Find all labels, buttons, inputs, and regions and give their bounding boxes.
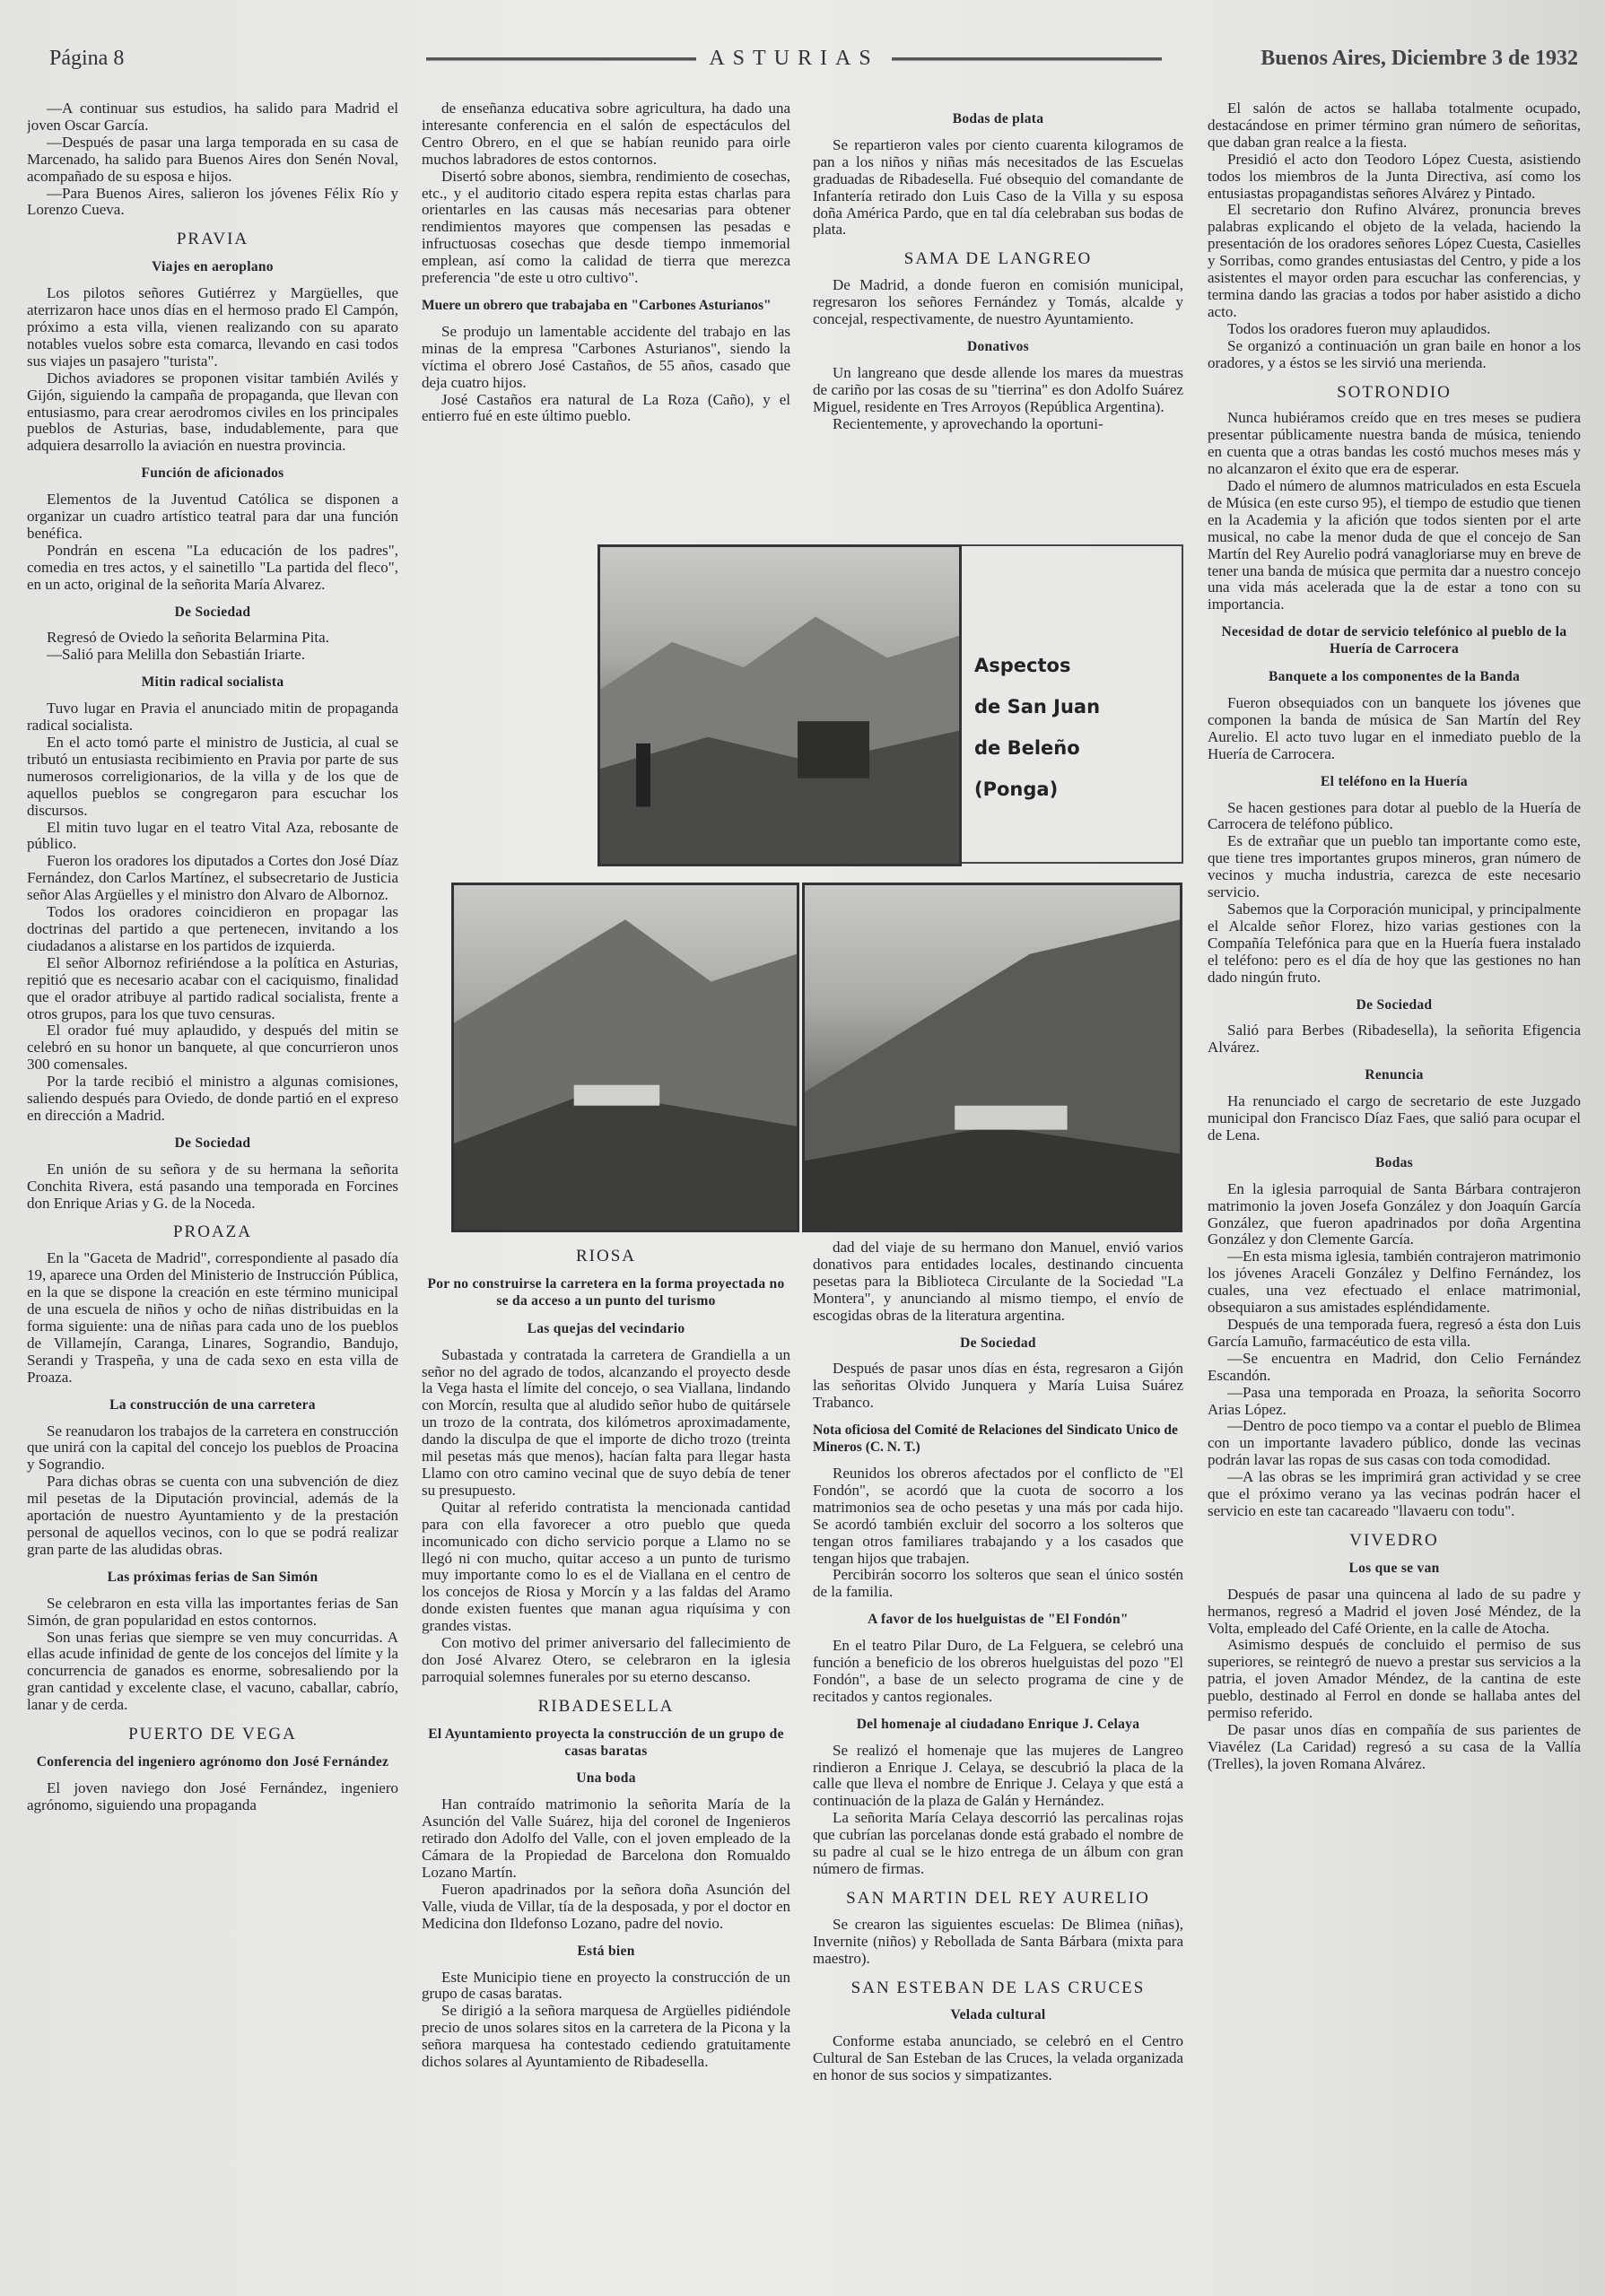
paragraph: Después de pasar una quincena al lado de su padre y hermanos, regresó a Madrid el joven José Méndez, de la Volta, empleado del Café Oriente, en la calle de Atocha.: [1208, 1585, 1581, 1637]
paragraph: Se celebraron en esta villa las importantes ferias de San Simón, de gran popularidad en estos contornos.: [27, 1594, 398, 1629]
paragraph: de enseñanza educativa sobre agricultura, ha dado una interesante conferencia en el salón de espectáculos del Centro Obrero, en el que se habían reunido para oirle muchos labradores de estos contornos.: [422, 100, 790, 168]
masthead: [426, 47, 1162, 71]
page-number: Página 8: [49, 47, 125, 70]
column-4: [1208, 100, 1581, 2289]
paragraph: Todos los oradores fueron muy aplaudidos.: [1227, 319, 1491, 337]
paragraph: Se crearon las siguientes escuelas: De Blimea (niñas), Invernite (niños) y Rebollada de Santa Bárbara (mixta para maestro).: [813, 1915, 1183, 1967]
paragraph: —Pasa una temporada en Proaza, la señorita Socorro Arias López.: [1208, 1383, 1581, 1418]
paragraph: El salón de actos se hallaba totalmente ocupado, destacándose en primer término gran número de señoritas, que daban gran realce a la fiesta.: [1208, 100, 1581, 151]
paragraph: El joven naviego don José Fernández, ingeniero agrónomo, siguiendo una propaganda: [27, 1779, 398, 1813]
paragraph: El secretario don Rufino Alvárez, pronuncia breves palabras explicando el objeto de la velada, haciendo la presentación de los oradores señores López Cuesta, Casielles y Sorribas, como grandes entusiastas del Centro, y pide a los asistentes el mayor orden para escuchar las conferencias, y termina dando las gracias a todos por haber asistido a dicho acto.: [1208, 201, 1581, 320]
paragraph: Se repartieron vales por ciento cuarenta kilogramos de pan a los niños y niñas más necesitados de las Escuelas graduadas de Ribadesella. Fué obsequio del comandante de Infantería retirado don Luis Caso de la Villa y su esposa doña América Pardo, que en tal día celebraban sus bodas de plata.: [813, 135, 1183, 239]
subheading: Las próximas ferias de San Simón: [107, 1569, 318, 1585]
subheading: Por no construirse la carretera en la forma proyectada no se da acceso a un punto del turismo: [427, 1275, 785, 1309]
subheading: De Sociedad: [1356, 996, 1433, 1013]
paragraph: Regresó de Oviedo la señorita Belarmina Pita.: [47, 629, 329, 647]
paragraph: Son unas ferias que siempre se ven muy concurridas. A ellas acude infinidad de gente de los concejos del límite y la concurrencia de ganados es enorme, sobresaliendo por la gran cantidad y excelente clase, el vacuno, caballar, cabrío, lanar y de cerda.: [27, 1628, 398, 1714]
paragraph: Han contraído matrimonio la señorita María de la Asunción del Valle Suárez, hija del coronel de Ingenieros retirado don Adolfo del Valle, con el joven empleado de la Cámara de la Propiedad de Barcelona don Romualdo Lozano Martín.: [422, 1796, 790, 1881]
subheading: Nota oficiosa del Comité de Relaciones del Sindicato Unico de Mineros (C. N. T.): [813, 1422, 1178, 1456]
masthead-rule-right: [892, 57, 1162, 61]
paragraph: Después de una temporada fuera, regresó a ésta don Luis García Lamuño, farmacéutico de esta villa.: [1208, 1316, 1581, 1350]
subheading: Una boda: [576, 1770, 636, 1787]
paragraph: Subastada y contratada la carretera de Grandiella a un señor no del agrado de todos, alcanzando el proyecto desde la Vega hasta el límite del concejo, o sea Viallana, lindando con Morcín, resulta que al aludido señor hubo de quitársele un trozo de la contrata, dos kilómetros aproximadamente, dando la disculpa de que el importe de dicho trozo (treinta mil pesetas más que menos), hacían falta para llegar hasta Llamo con otro camino vecinal que de suyo debía de tener su presupuesto.: [422, 1345, 790, 1499]
column-1: [27, 100, 398, 2289]
paragraph: Se hacen gestiones para dotar al pueblo de la Huería de Carrocera de teléfono público.: [1208, 798, 1581, 833]
paragraph: —A continuar sus estudios, ha salido para Madrid el joven Oscar García.: [27, 100, 398, 134]
paragraph: El orador fué muy aplaudido, y después del mitin se celebró en su honor un banquete, al que concurrieron unos 300 comensales.: [27, 1022, 398, 1074]
paragraph: —Se encuentra en Madrid, don Celio Fernández Escandón.: [1208, 1349, 1581, 1384]
paragraph: Conforme estaba anunciado, se celebró en el Centro Cultural de San Esteban de las Cruces, la velada organizada en honor de sus socios y simpatizantes.: [813, 2032, 1183, 2084]
section-heading: SOTRONDIO: [1337, 382, 1452, 402]
section-heading: SAN MARTIN DEL REY AURELIO: [846, 1888, 1150, 1908]
masthead-rule-left: [426, 57, 696, 61]
subheading: A favor de los huelguistas de "El Fondón": [868, 1612, 1129, 1628]
subheading: Banquete a los componentes de la Banda: [1268, 669, 1521, 685]
paragraph: Por la tarde recibió el ministro a algunas comisiones, saliendo después para Oviedo, de donde partió en el expreso en dirección a Madrid.: [27, 1073, 398, 1124]
paragraph: En el acto tomó parte el ministro de Justicia, al cual se tributó un entusiasta recibimiento en Pravia por parte de sus numerosos correligionarios, de la villa y de los que de aquellos pueblos se congregaron para escuchar los discursos.: [27, 734, 398, 819]
paragraph: En el teatro Pilar Duro, de La Felguera, se celebró una función a beneficio de los obreros huelguistas del pozo "El Fondón", a base de un selecto programa de cine y de recitados y cantos regionales.: [813, 1637, 1183, 1705]
subheading: El teléfono en la Huería: [1321, 773, 1468, 789]
subheading: Función de aficionados: [141, 465, 284, 482]
paragraph: Disertó sobre abonos, siembra, rendimiento de cosechas, etc., y el auditorio citado espera repita estas charlas para orientarles en las causas más necesarias para obtener rendimientos mayores que compensen las pesadas e infructuosas cosechas que desde tiempo inmemorial emplean, así como la calidad de tierra que merezca preferencia "de este u otro cultivo".: [422, 167, 790, 287]
paragraph: Fueron obsequiados con un banquete los jóvenes que componen la banda de música de San Martín del Rey Aurelio. El acto tuvo lugar en el inmediato pueblo de la Huería de Carrocera.: [1208, 694, 1581, 762]
subheading: Del homenaje al ciudadano Enrique J. Celaya: [856, 1716, 1140, 1732]
paragraph: Se reanudaron los trabajos de la carretera en construcción que unirá con la capital del concejo los pueblos de Proacina y Sograndio.: [27, 1422, 398, 1474]
paragraph: Dichos aviadores se proponen visitar también Avilés y Gijón, siguiendo la campaña de propaganda, que llevan con entusiasmo, para crear aerodromos civiles en los principales pueblos de Asturias, base, indudablemente, para que adquiera desarrollo la aviación en nuestra provincia.: [27, 369, 398, 455]
subheading: La construcción de una carretera: [109, 1396, 316, 1413]
section-heading: PRAVIA: [176, 230, 249, 249]
section-heading: VIVEDRO: [1349, 1530, 1439, 1550]
paragraph: Nunca hubiéramos creído que en tres meses se pudiera presentar públicamente nuestra banda de música, teniendo en cuenta que a otras bandas les costó muchos meses más y no alcanzaron el éxito que era de esperar.: [1208, 409, 1581, 478]
photo-valley-right: [802, 883, 1182, 1232]
paragraph: Se organizó a continuación un gran baile en honor a los oradores, y a éstos se les sirvió una merienda.: [1208, 336, 1581, 371]
paragraph: José Castaños era natural de La Roza (Caño), y el entierro fué en este último pueblo.: [422, 390, 790, 425]
column-2-bottom: [422, 1236, 790, 2285]
subheading: Velada cultural: [950, 2007, 1046, 2023]
subheading: Bodas de plata: [952, 111, 1044, 126]
paragraph: Salió para Berbes (Ribadesella), la señorita Efigencia Alvárez.: [1208, 1022, 1581, 1057]
paragraph: Después de pasar unos días en ésta, regresaron a Gijón las señoritas Olvido Junquera y María Luisa Suárez Trabanco.: [813, 1360, 1183, 1412]
caption-line: Aspectos: [974, 655, 1071, 676]
photo-caption: [962, 544, 1183, 864]
section-heading: SAMA DE LANGREO: [903, 249, 1093, 269]
subheading: Los que se van: [1348, 1560, 1440, 1576]
subheading: Renuncia: [1365, 1067, 1424, 1083]
paragraph: Con motivo del primer aniversario del fallecimiento de don José Alvarez Otero, se celebraron en la iglesia parroquial solemnes funerales por su eterno descanso.: [422, 1634, 790, 1685]
paragraph: Reunidos los obreros afectados por el conflicto de "El Fondón", se acordó que la cuota de socorro a los matrimonios sea de ocho pesetas y una más por cada hijo. Se acordó también excluir del socorro a los solteros que tengan otros familiares trabajando y a los casados que tengan hijos que trabajen.: [813, 1464, 1183, 1567]
paragraph: Un langreano que desde allende los mares da muestras de cariño por las cosas de su "tierrina" es don Adolfo Suárez Miguel, residente en Tres Arroyos (República Argentina).: [813, 363, 1183, 415]
paragraph: —En esta misma iglesia, también contrajeron matrimonio los jóvenes Araceli González y Delfino Fernández, los cuales, una vez efectuado el enlace matrimonial, obsequiaron a sus amistades espléndidamente.: [1208, 1248, 1581, 1317]
section-heading: PUERTO DE VEGA: [128, 1725, 297, 1744]
section-heading: SAN ESTEBAN DE LAS CRUCES: [850, 1978, 1146, 1997]
caption-line: de Beleño: [974, 737, 1080, 759]
paragraph: —Para Buenos Aires, salieron los jóvenes Félix Río y Lorenzo Cueva.: [27, 184, 398, 219]
paragraph: Los pilotos señores Gutiérrez y Margüelles, que aterrizaron hace unos días en el hermoso prado El Campón, próximo a esta villa, vienen realizando con su aparato notables vuelos sobre esta comarca, llevando en casi todos sus viajes un pasajero "turista".: [27, 284, 398, 370]
paragraph: Asimismo después de concluido el permiso de sus superiores, se reintegró de nuevo a prestar sus servicios a la patria, el joven Amador Méndez, de la cantina de este pueblo, destinado al Ferrol en donde se hallaba antes del permiso referido.: [1208, 1636, 1581, 1722]
paragraph: Se dirigió a la señora marquesa de Argüelles pidiéndole precio de unos solares sitos en la carretera de la Picona y la señora marquesa ha contestado cediendo gratuitamente dichos solares al Ayuntamiento de Ribadesella.: [422, 2002, 790, 2071]
paragraph: Todos los oradores coincidieron en propagar las doctrinas del partido a que pertenecen, invitando a los ciudadanos a alistarse en los partidos de izquierda.: [27, 903, 398, 954]
paragraph: Recientemente, y aprovechando la oportuni-: [833, 414, 1103, 432]
subheading: Las quejas del vecindario: [527, 1320, 685, 1336]
paragraph: Dado el número de alumnos matriculados en esta Escuela de Música (en este curso 95), el tiempo de estudio que tienen en la Academia y la afición que todos sienten por el arte musical, no cabe la menor duda de que el concejo de San Martín del Rey Aurelio podrá vanagloriarse muy en breve de tener una banda de música que permita dar a nuestro concejo una vida más acelerada que la de estar a tono con su importancia.: [1208, 477, 1581, 613]
subheading: Necesidad de dotar de servicio telefónico al pueblo de la Huería de Carrocera: [1221, 624, 1567, 657]
paragraph: —Dentro de poco tiempo va a contar el pueblo de Blimea con un importante lavadero público, donde las vecinas podrán lavar las ropas de sus casas con toda comodidad.: [1208, 1417, 1581, 1469]
paragraph: —Salió para Melilla don Sebastián Iriarte.: [47, 646, 305, 664]
section-heading: PROAZA: [172, 1222, 252, 1242]
photo-village-road: [598, 544, 962, 866]
paragraph: De Madrid, a donde fueron en comisión municipal, regresaron los señores Fernández y Tomás, alcalde y concejal, respectivamente, de nuestro Ayuntamiento.: [813, 276, 1183, 328]
paragraph: Percibirán socorro los solteros que sean el único sostén de la familia.: [813, 1566, 1183, 1601]
subheading: Muere un obrero que trabajaba en "Carbones Asturianos": [422, 297, 772, 313]
caption-line: de San Juan: [974, 696, 1101, 718]
paragraph: En la iglesia parroquial de Santa Bárbara contrajeron matrimonio la joven Josefa González y don Joaquín García González, que fueron apadrinados por doña Argentina González y don Clemente García.: [1208, 1179, 1581, 1248]
paragraph: En la "Gaceta de Madrid", correspondiente al pasado día 19, aparece una Orden del Ministerio de Instrucción Pública, en la que se dispone la creación en este término municipal de una escuela de niños y ocho de niñas distribuidas en la forma siguiente: una de niñas para cada uno de los pueblos de Villamejín, Caranga, Linares, Sograndio, Bandujo, Serandi y Traspeña, y una de cada sexo en esta villa de Proaza.: [27, 1249, 398, 1386]
paragraph: Sabemos que la Corporación municipal, y principalmente el Alcalde señor Florez, hizo varias gestiones con la Compañía Telefónica para que en la Huería fuera instalado el teléfono: pero es el día de hoy que las gestiones no han dado ningún fruto.: [1208, 900, 1581, 986]
paragraph: El señor Albornoz refiriéndose a la política en Asturias, repitió que es necesario acabar con el caciquismo, finalidad que el orador atribuye al partido radical socialista, frente a otros grupos, para los que tuvo censuras.: [27, 953, 398, 1022]
paragraph: Este Municipio tiene en proyecto la construcción de un grupo de casas baratas.: [422, 1968, 790, 2003]
paragraph: Fueron los oradores los diputados a Cortes don José Díaz Fernández, don Carlos Martínez, el subsecretario de Justicia señor Alas Argüelles y el ministro don Alvaro de Albornoz.: [27, 852, 398, 904]
section-heading: RIOSA: [575, 1247, 636, 1265]
caption-line: (Ponga): [974, 778, 1059, 800]
section-heading: RIBADESELLA: [537, 1696, 675, 1716]
masthead-title: ASTURIAS: [709, 47, 879, 70]
paragraph: En unión de su señora y de su hermana la señorita Conchita Rivera, está pasando una temporada en Forcines don Enrique Arias y G. de la Noceda.: [27, 1160, 398, 1212]
paragraph: dad del viaje de su hermano don Manuel, envió varios donativos para entidades locales, destinando cincuenta pesetas para la Biblioteca Circulante de la Sociedad "La Montera", y anunciando al mismo tiempo, el envío de escogidas obras de la literatura argentina.: [813, 1239, 1183, 1324]
paragraph: —Después de pasar una larga temporada en su casa de Marcenado, ha salido para Buenos Aires don Senén Noval, acompañado de su esposa e hijos.: [27, 133, 398, 185]
subheading: Está bien: [577, 1943, 635, 1959]
paragraph: Se realizó el homenaje que las mujeres de Langreo rindieron a Enrique J. Celaya, se descubrió la placa de la calle que lleva el nombre de Enrique J. Celaya y que está a continuación de la plaza de Galán y Hernández.: [813, 1741, 1183, 1810]
paragraph: Quitar al referido contratista la mencionada cantidad para con ella favorecer a otro pueblo que queda incomunicado con dicho servicio porque a Llamo no se llegó ni con mucho, quitar acceso a un punto de turismo muy importante como lo es el de Viallana en el centro de los concejos de Riosa y Morcín y a las faldas del Aramo donde existen fuentes que manan agua riquísima y con grandes vistas.: [422, 1498, 790, 1635]
paragraph: Pondrán en escena "La educación de los padres", comedia en tres actos, y el sainetillo "La partida del fleco", en un acto, original de la señorita María Alvarez.: [27, 541, 398, 593]
subheading: De Sociedad: [174, 1135, 251, 1151]
subheading: De Sociedad: [960, 1335, 1036, 1351]
subheading: Mitin radical socialista: [141, 674, 284, 691]
paragraph: Para dichas obras se cuenta con una subvención de diez mil pesetas de la Diputación provincial, además de la aportación de nuestro Ayuntamiento y de la prestación personal de aquellos vecinos, con lo que se podrá realizar gran parte de las aludidas obras.: [27, 1473, 398, 1558]
paragraph: La señorita María Celaya descorrió las percalinas rojas que cubrían las porcelanas donde está grabado el nombre de su padre al cual se le hizo entrega de un álbum con gran número de firmas.: [813, 1809, 1183, 1877]
paragraph: Fueron apadrinados por la señora doña Asunción del Valle, viuda de Villar, tía de la desposada, y por el doctor en Medicina don Ildefonso Lozano, padre del novio.: [422, 1880, 790, 1932]
paragraph: Se produjo un lamentable accidente del trabajo en las minas de la empresa "Carbones Asturianos", siendo la víctima el obrero José Castaños, de 55 años, casado que deja cuatro hijos.: [422, 322, 790, 391]
subheading: Bodas: [1375, 1154, 1413, 1170]
subheading: Viajes en aeroplano: [152, 259, 274, 275]
paragraph: Ha renunciado el cargo de secretario de este Juzgado municipal don Francisco Díaz Faes, que salió para ocupar el de Lena.: [1208, 1092, 1581, 1144]
subheading: Donativos: [966, 338, 1029, 354]
paragraph: Presidió el acto don Teodoro López Cuesta, asistiendo todos los miembros de la Junta Directiva, así como los entusiastas propagandistas señores Alvárez y Pintado.: [1208, 150, 1581, 202]
subheading: El Ayuntamiento proyecta la construcción de un grupo de casas baratas: [428, 1726, 784, 1759]
issue-date: Buenos Aires, Diciembre 3 de 1932: [1260, 47, 1578, 70]
column-3-top: [813, 100, 1183, 540]
paragraph: Elementos de la Juventud Católica se disponen a organizar un cuadro artístico teatral para dar una función benéfica.: [27, 491, 398, 542]
paragraph: El mitin tuvo lugar en el teatro Vital Aza, rebosante de público.: [27, 818, 398, 853]
paragraph: De pasar unos días en compañía de sus parientes de Viavélez (La Caridad) regresó a su casa de la Vallía (Trelles), la joven Romana Alvárez.: [1208, 1720, 1581, 1772]
subheading: Conferencia del ingeniero agrónomo don José Fernández: [36, 1753, 389, 1770]
subheading: De Sociedad: [174, 604, 251, 620]
photo-valley-left: [451, 883, 799, 1232]
column-2-top: [422, 100, 790, 540]
paragraph: Es de extrañar que un pueblo tan importante como este, que tiene tres importantes grupos mineros, gran número de vecinos y mucha industria, carezca de este necesario servicio.: [1208, 832, 1581, 901]
column-3-bottom: [813, 1239, 1183, 2289]
paragraph: Tuvo lugar en Pravia el anunciado mitin de propaganda radical socialista.: [27, 700, 398, 735]
paragraph: —A las obras se les imprimirá gran actividad y se cree que el próximo verano ya las vecinas podrán hacer el servicio en este tan cacareado "llavaeru con todu".: [1208, 1468, 1581, 1519]
